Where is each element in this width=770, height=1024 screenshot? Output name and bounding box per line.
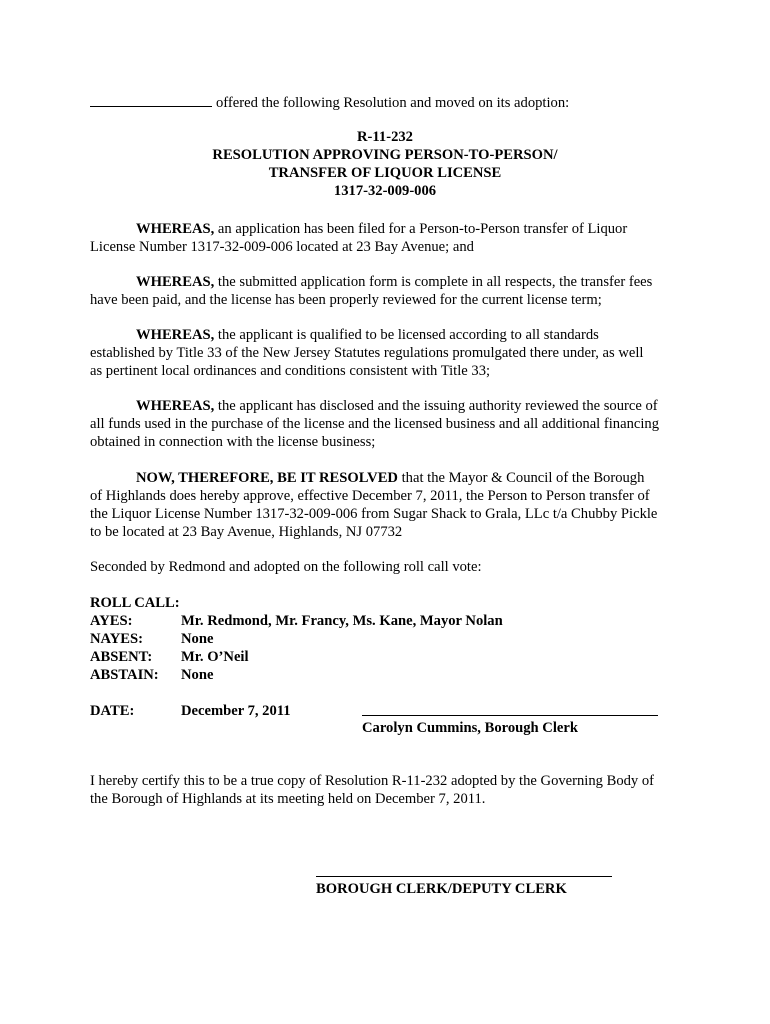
paragraph-text: as pertinent local ordinances and conditions consistent with Title 33;	[90, 363, 491, 379]
offered-line	[90, 94, 569, 112]
roll-call-value: Mr. Redmond, Mr. Francy, Ms. Kane, Mayor Nolan	[181, 613, 503, 629]
certify-paragraph	[90, 772, 690, 808]
whereas-paragraph-4	[90, 397, 690, 451]
whereas-keyword: WHEREAS,	[136, 327, 215, 343]
resolution-number: R-11-232	[357, 129, 413, 145]
date-label: DATE:	[90, 703, 135, 719]
roll-call-value: Mr. O’Neil	[181, 649, 249, 665]
paragraph-text: the applicant is qualified to be licensed according to all standards	[214, 327, 599, 343]
paragraph-text: the Liquor License Number 1317-32-009-006 from Sugar Shack to Grala, LLc t/a Chubby Pickle	[90, 506, 658, 522]
title-line-2: TRANSFER OF LIQUOR LICENSE	[268, 165, 502, 181]
roll-call-label: ABSTAIN:	[90, 667, 159, 683]
roll-call-heading: ROLL CALL:	[90, 595, 180, 611]
paragraph-text: an application has been filed for a Person-to-Person transfer of Liquor	[214, 221, 628, 237]
deputy-signature-line	[316, 876, 612, 877]
roll-call-label: ABSENT:	[90, 649, 153, 665]
paragraph-text: have been paid, and the license has been properly reviewed for the current license term;	[90, 292, 602, 308]
title-line-1: RESOLUTION APPROVING PERSON-TO-PERSON/	[212, 147, 558, 163]
paragraph-text: that the Mayor & Council of the Borough	[397, 470, 645, 486]
roll-call-value: None	[181, 631, 214, 647]
paragraph-text: License Number 1317-32-009-006 located at 23 Bay Avenue; and	[90, 239, 474, 255]
resolved-paragraph	[90, 469, 690, 541]
paragraph-text: established by Title 33 of the New Jersey Statutes regulations promulgated there under, as well	[90, 345, 644, 361]
offered-text: offered the following Resolution and moved on its adoption:	[216, 95, 570, 111]
whereas-paragraph-3	[90, 326, 690, 380]
whereas-keyword: WHEREAS,	[136, 398, 215, 414]
roll-call-label: AYES:	[90, 613, 133, 629]
whereas-keyword: WHEREAS,	[136, 274, 215, 290]
paragraph-text: of Highlands does hereby approve, effective December 7, 2011, the Person to Person transfer of	[90, 488, 650, 504]
roll-call-value: None	[181, 667, 214, 683]
name-blank	[90, 94, 212, 107]
date-value: December 7, 2011	[181, 703, 291, 719]
whereas-keyword: WHEREAS,	[136, 221, 215, 237]
deputy-signature-label: BOROUGH CLERK/DEPUTY CLERK	[316, 881, 567, 897]
paragraph-text: to be located at 23 Bay Avenue, Highlands, NJ 07732	[90, 524, 403, 540]
clerk-signature-line	[362, 715, 658, 716]
paragraph-text: the Borough of Highlands at its meeting held on December 7, 2011.	[90, 791, 486, 807]
license-number: 1317-32-009-006	[333, 183, 437, 199]
whereas-paragraph-1	[90, 220, 690, 256]
paragraph-text: the applicant has disclosed and the issuing authority reviewed the source of	[214, 398, 658, 414]
roll-call-label: NAYES:	[90, 631, 143, 647]
seconded-text: Seconded by Redmond and adopted on the following roll call vote:	[90, 559, 482, 575]
clerk-signature-label: Carolyn Cummins, Borough Clerk	[362, 720, 578, 736]
paragraph-text: I hereby certify this to be a true copy of Resolution R-11-232 adopted by the Governing Body of	[90, 773, 655, 789]
paragraph-text: all funds used in the purchase of the license and the licensed business and all additional financing	[90, 416, 659, 432]
whereas-paragraph-2	[90, 273, 690, 309]
paragraph-text: the submitted application form is complete in all respects, the transfer fees	[214, 274, 653, 290]
paragraph-text: obtained in connection with the license business;	[90, 434, 376, 450]
resolution-title	[0, 128, 770, 200]
resolved-keyword: NOW, THEREFORE, BE IT RESOLVED	[136, 470, 398, 486]
